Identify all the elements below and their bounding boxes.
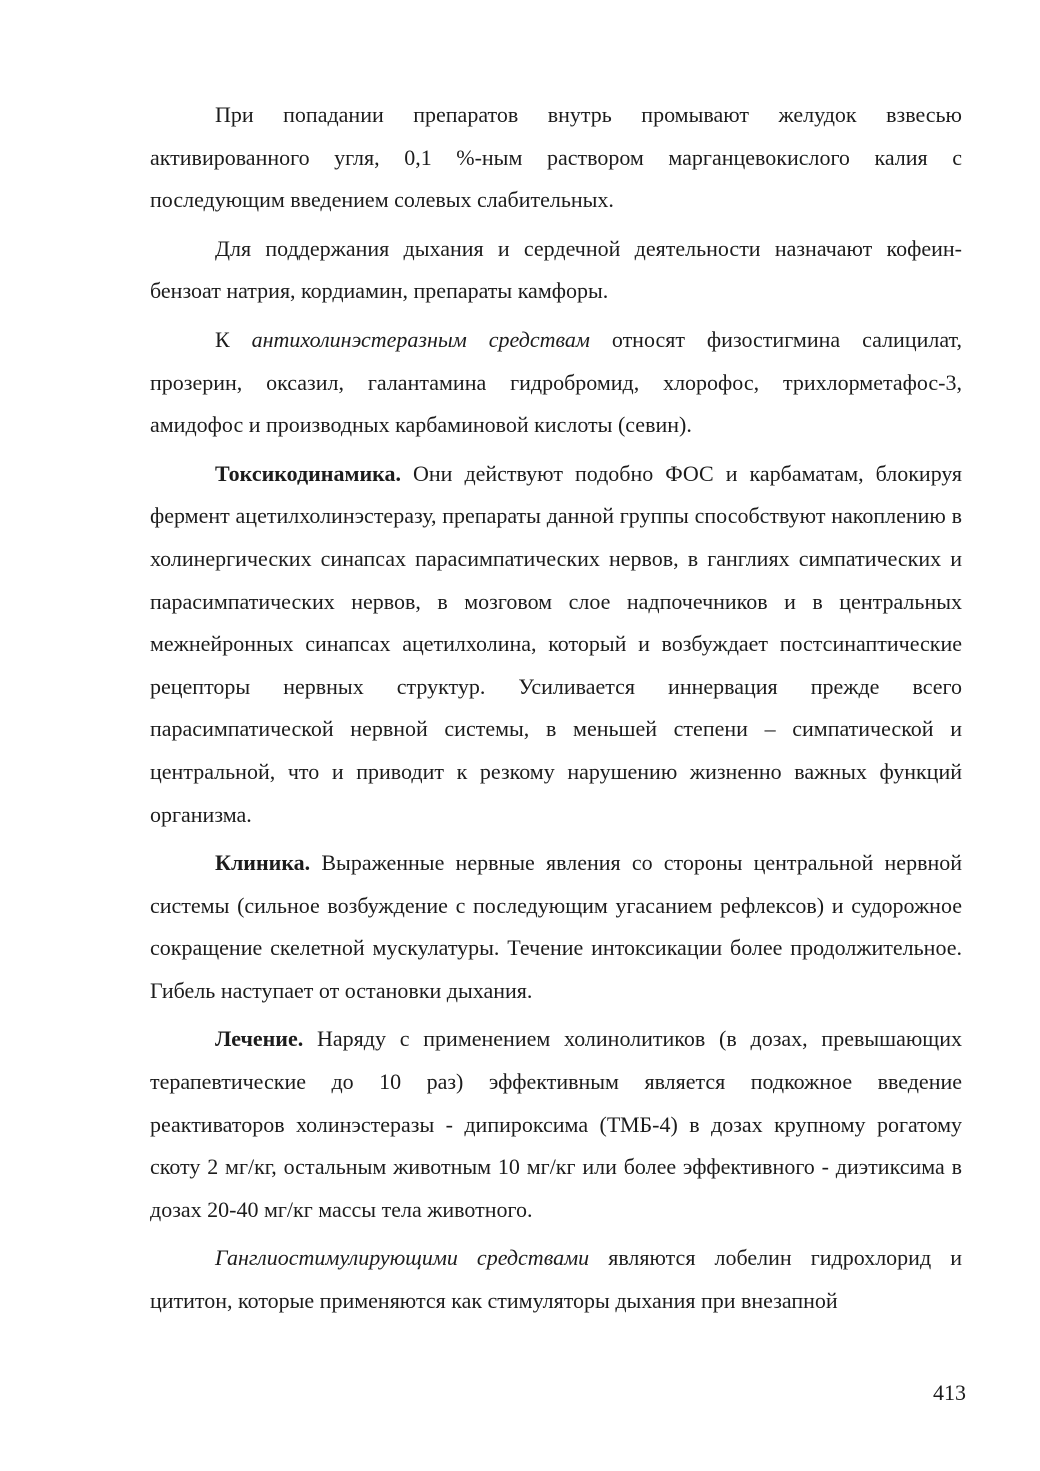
paragraph-text: являются лобелин гидрохлорид и цититон, которые применяются как стимуляторы дыхания при внезапной: [150, 1245, 963, 1314]
paragraph-toxicodynamics: [150, 453, 962, 836]
paragraph-text: Они действуют подобно ФОС и карбаматам, блокируя фермент ацетилхолинэстеразу, препараты данной группы способствуют накоплению в холинергических синапсах парасимпатических нервов, в ганглиях симпатических и парасимпатических нервов, в мозговом слое надпочечников и в центральных межнейронных синапсах ацетилхолина, который и возбуждает постсинаптические рецепторы нервных структур. Усиливается иннервация прежде всего парасимпатической нервной системы, в меньшей степени – симпатической и центральной, что и приводит к резкому нарушению жизненно важных функций организма.: [150, 460, 962, 827]
italic-term: Ганглиостимулирующими средствами: [215, 1245, 590, 1271]
section-heading-clinic: Клиника.: [215, 850, 311, 876]
paragraph-text: относят физостигмина салицилат, прозерин, оксазил, галантамина гидробромид, хлорофос, трихлорметафос-3, амидофос и производных карбаминовой кислоты (севин).: [150, 326, 962, 438]
section-heading-treatment: Лечение.: [215, 1026, 304, 1052]
paragraph-gastric-lavage: [150, 94, 962, 222]
paragraph-treatment: [150, 1018, 962, 1231]
italic-term: антихолинэстеразным средствам: [251, 326, 590, 352]
paragraph-ganglion-stimulants: [150, 1237, 962, 1322]
section-heading-toxicodynamics: Токсикодинамика.: [215, 460, 401, 486]
paragraph-text: Наряду с применением холинолитиков (в дозах, превышающих терапевтические до 10 раз) эффективным является подкожное введение реактиваторов холинэстеразы - дипироксима (ТМБ-4) в дозах крупному рогатому скоту 2 мг/кг, остальным животным 10 мг/кг или более эффективного - диэтиксима в дозах 20-40 мг/кг массы тела животного.: [150, 1026, 962, 1222]
body-text: [150, 94, 962, 1323]
paragraph-clinic: [150, 842, 962, 1012]
paragraph-text: К: [215, 326, 252, 352]
paragraph-text: При попадании препаратов внутрь промывают желудок взвесью активированного угля, 0,1 %-ным раствором марганцевокислого калия с последующим введением солевых слабительных.: [150, 102, 962, 213]
paragraph-text: Для поддержания дыхания и сердечной деятельности назначают кофеин-бензоат натрия, кордиамин, препараты камфоры.: [150, 235, 962, 304]
paragraph-respiratory-support: [150, 228, 962, 313]
paragraph-anticholinesterase-agents: [150, 319, 962, 447]
paragraph-text: Выраженные нервные явления со стороны центральной нервной системы (сильное возбуждение с последующим угасанием рефлексов) и судорожное сокращение скелетной мускулатуры. Течение интоксикации более продолжительное. Гибель наступает от остановки дыхания.: [150, 850, 962, 1003]
page-number: 413: [933, 1380, 966, 1405]
